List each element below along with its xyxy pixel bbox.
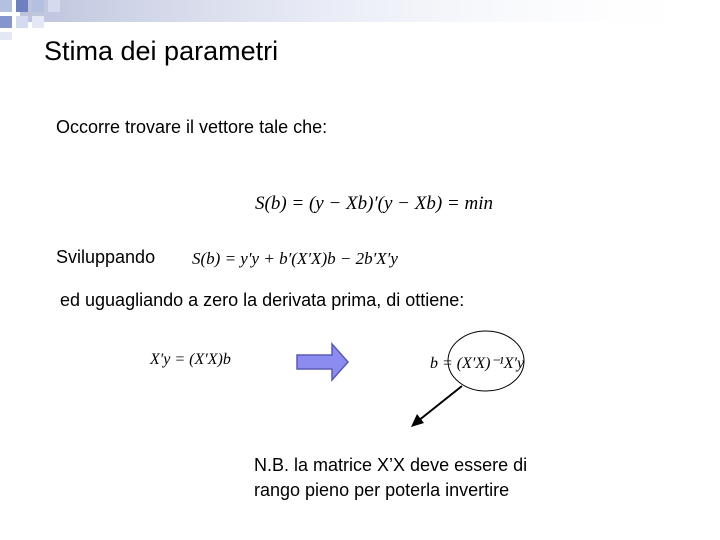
right-arrow-icon [297,344,348,380]
solution-formula-text: b = (X′X)⁻¹X′y [430,355,525,372]
note-line-2: rango pieno per poterla invertire [254,480,510,500]
derivative-text: ed uguagliando a zero la derivata prima, di ottiene: [60,290,465,310]
normal-equation-text: X′y = (X′X)b [150,351,231,368]
note-text [254,453,594,503]
develop-label: Sviluppando [56,247,156,267]
expansion-formula-text: S(b) = y′y + b′(X′X)b − 2b′X′y [192,249,398,268]
intro-text: Occorre trovare il vettore tale che: [56,117,328,137]
objective-formula-text: S(b) = (y − Xb)′(y − Xb) = min [255,193,493,214]
pointer-arrow [411,386,462,427]
note-line-1: N.B. la matrice X’X deve essere di [254,455,528,475]
highlight-ellipse [448,331,524,391]
slide-title: Stima dei parametri [44,36,279,66]
